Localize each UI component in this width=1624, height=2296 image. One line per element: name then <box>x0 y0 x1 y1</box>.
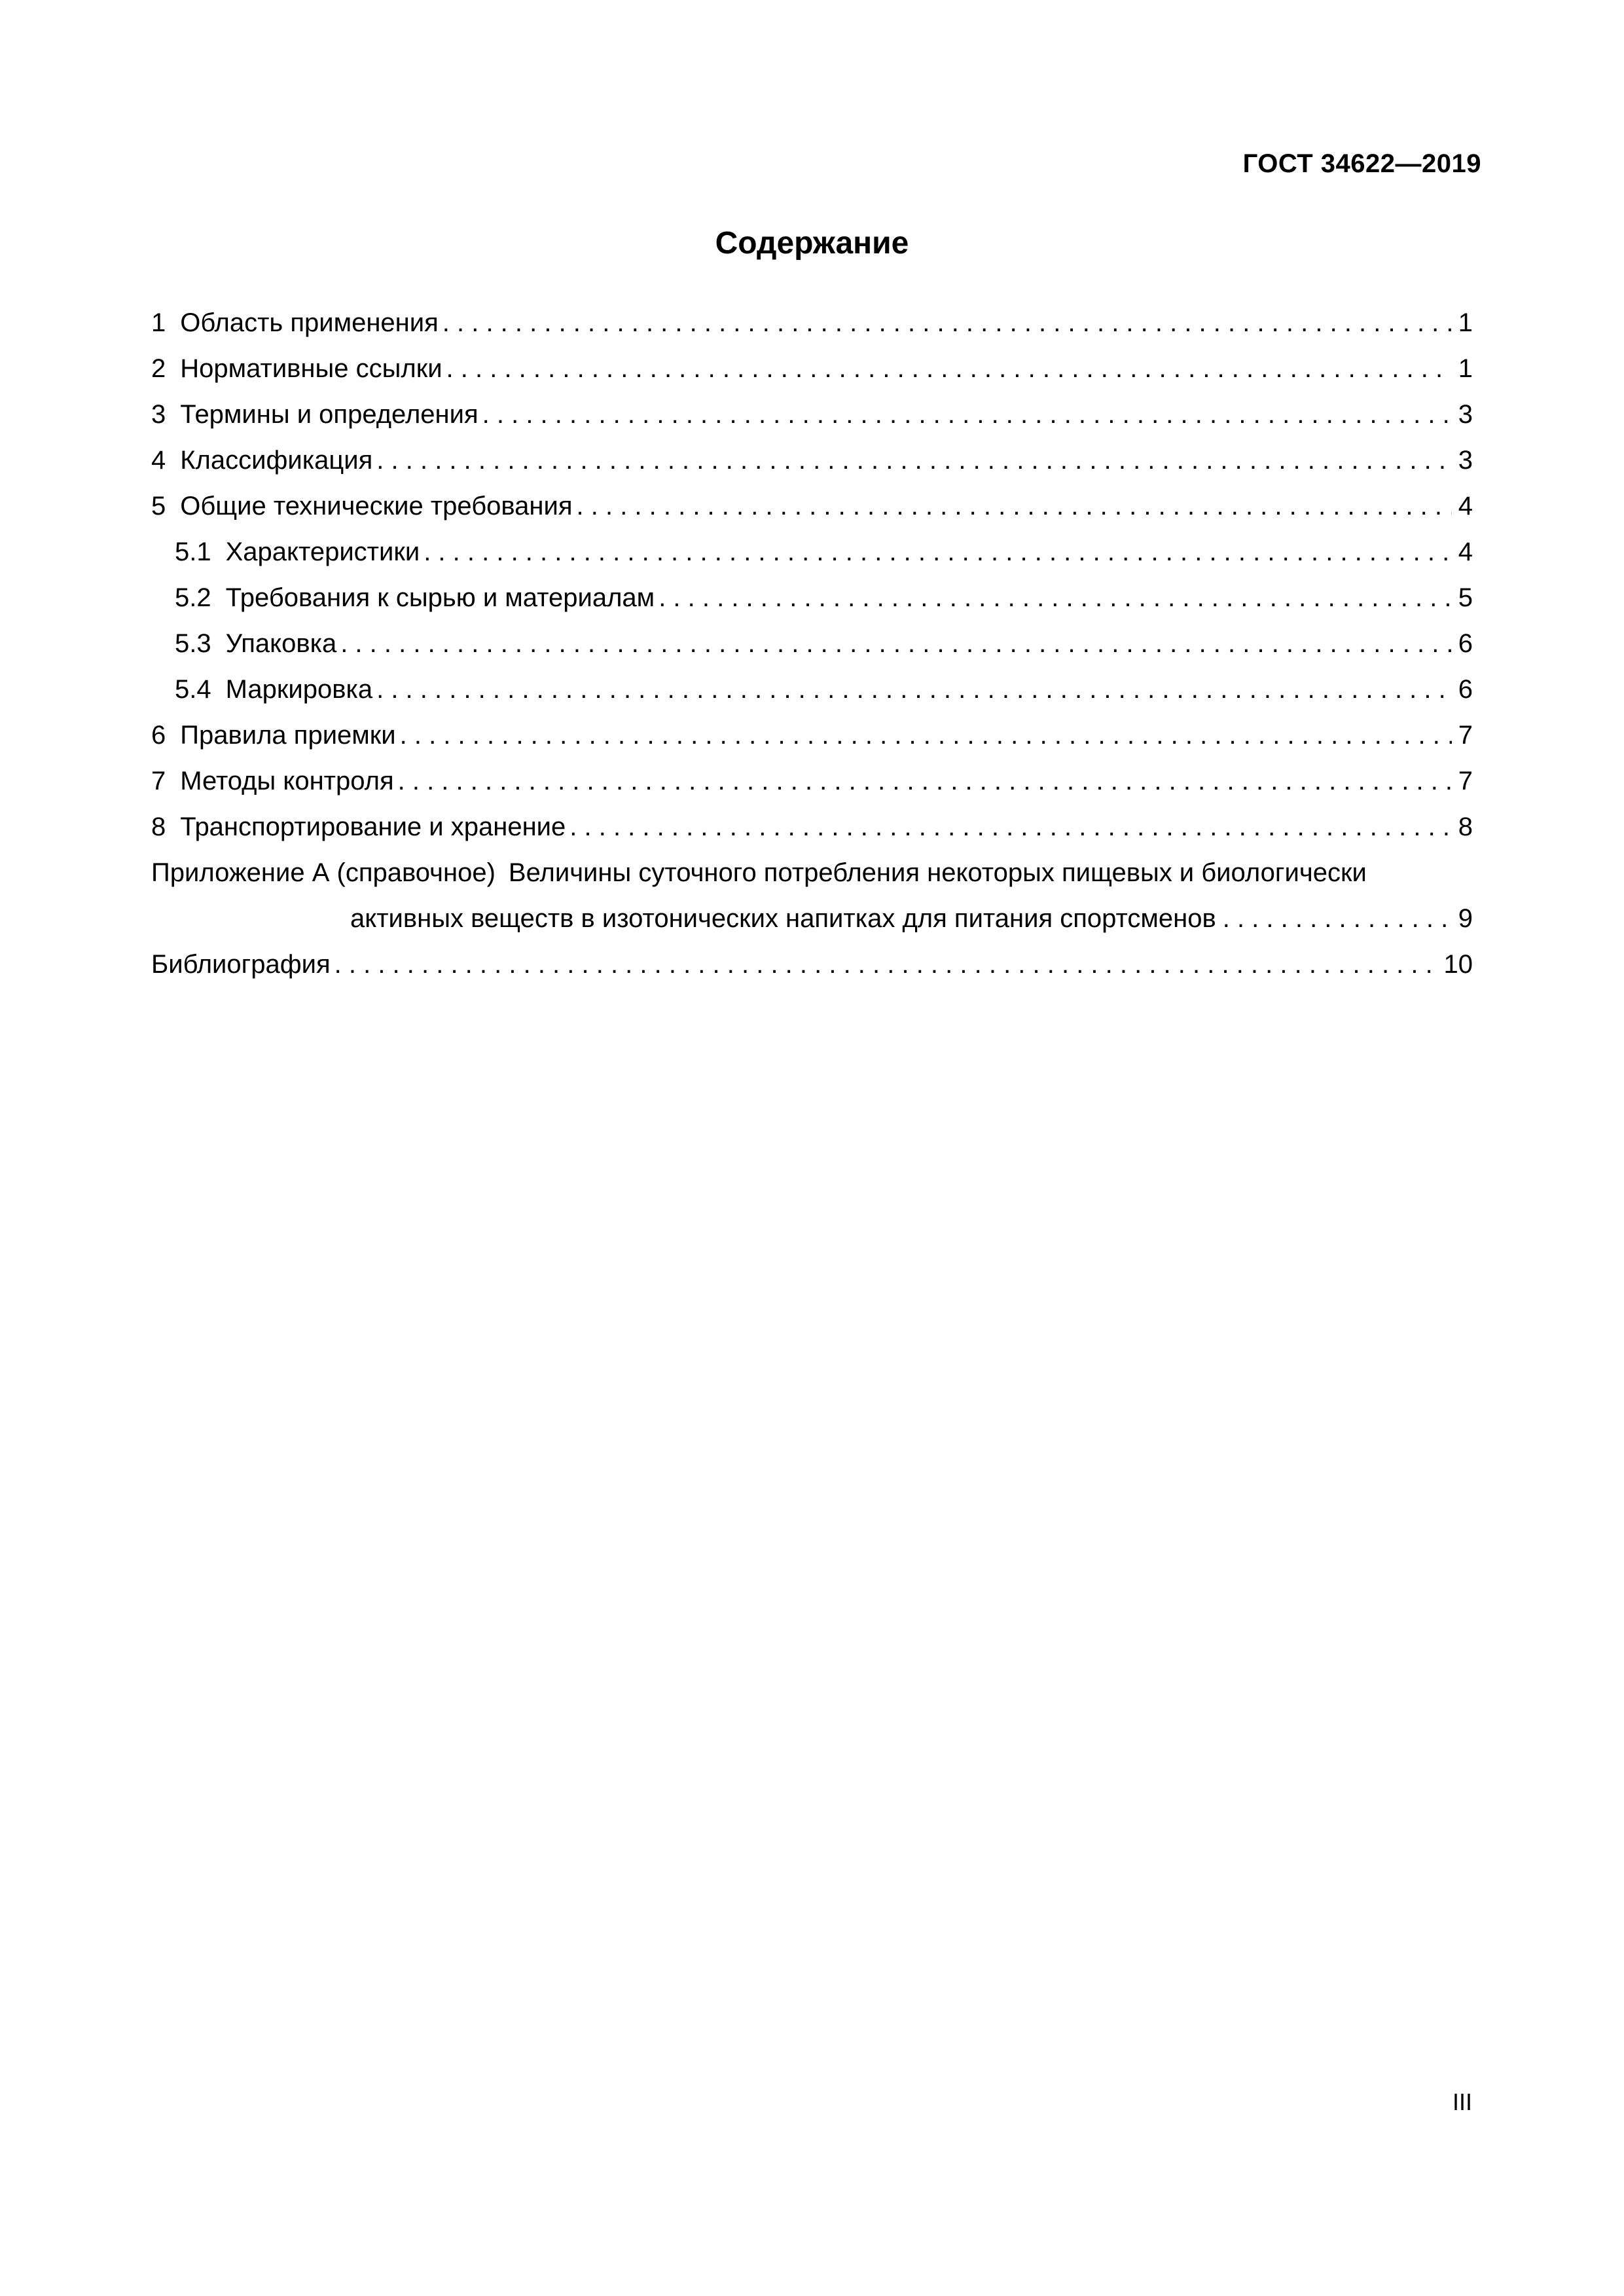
toc-entry-page: 3 <box>1458 400 1473 429</box>
toc-entry-page: 9 <box>1458 904 1473 933</box>
toc-dot-leader <box>569 804 1451 850</box>
toc-entry-title: Классификация <box>180 446 373 475</box>
toc-entry-title: Требования к сырью и материалам <box>225 583 655 612</box>
toc-entry-number: 4 <box>151 446 166 475</box>
toc-dot-leader <box>446 346 1452 392</box>
toc-entry-number: 5.3 <box>175 629 211 658</box>
toc-entry-5[interactable] <box>151 483 1473 529</box>
toc-entry-2[interactable] <box>151 346 1473 392</box>
appendix-first-line <box>151 850 1473 896</box>
toc-entry-5-1[interactable] <box>151 529 1473 575</box>
toc-dot-leader <box>659 575 1452 621</box>
toc-entry-page: 8 <box>1458 812 1473 841</box>
toc-entry-page: 10 <box>1443 950 1473 979</box>
toc-entry-title: Методы контроля <box>180 767 394 795</box>
appendix-second-line <box>151 896 1473 941</box>
document-standard-code: ГОСТ 34622—2019 <box>1242 149 1481 178</box>
toc-entry-title: Упаковка <box>225 629 337 658</box>
toc-entry-title: Область применения <box>180 308 439 337</box>
toc-entry-page: 6 <box>1458 629 1473 658</box>
toc-entry-1[interactable] <box>151 300 1473 346</box>
toc-entry-4[interactable] <box>151 437 1473 483</box>
toc-entry-title: Правила приемки <box>180 721 396 750</box>
toc-entry-page: 1 <box>1458 354 1473 383</box>
toc-dot-leader <box>577 483 1452 529</box>
toc-entry-5-4[interactable] <box>151 666 1473 712</box>
toc-entry-bibliography[interactable] <box>151 941 1473 987</box>
toc-dot-leader <box>398 758 1452 804</box>
toc-entry-number: 7 <box>151 767 166 795</box>
toc-entry-page: 5 <box>1458 583 1473 612</box>
toc-dot-leader <box>424 529 1452 575</box>
toc-entry-page: 3 <box>1458 446 1473 475</box>
toc-entry-page: 4 <box>1458 538 1473 566</box>
toc-entry-page: 6 <box>1458 675 1473 704</box>
toc-entry-number: 8 <box>151 812 166 841</box>
toc-entry-title: Библиография <box>151 950 331 979</box>
toc-entry-number: 5.4 <box>175 675 211 704</box>
toc-dot-leader <box>376 437 1451 483</box>
toc-dot-leader <box>376 666 1452 712</box>
toc-entry-5-3[interactable] <box>151 621 1473 666</box>
toc-entry-title: Маркировка <box>225 675 373 704</box>
toc-dot-leader <box>400 712 1452 758</box>
toc-entry-number: 5 <box>151 492 166 520</box>
toc-entry-number: 6 <box>151 721 166 750</box>
toc-dot-leader <box>442 300 1452 346</box>
toc-entry-appendix-a[interactable] <box>151 850 1473 941</box>
toc-entry-page: 7 <box>1458 767 1473 795</box>
toc-entry-7[interactable] <box>151 758 1473 804</box>
toc-entry-page: 7 <box>1458 721 1473 750</box>
toc-dot-leader <box>1223 896 1452 941</box>
toc-entry-page: 4 <box>1458 492 1473 520</box>
toc-entry-number: 1 <box>151 308 166 337</box>
toc-entry-title: Транспортирование и хранение <box>180 812 566 841</box>
toc-entry-number: 2 <box>151 354 166 383</box>
toc-entry-title: Характеристики <box>225 538 420 566</box>
toc-entry-8[interactable] <box>151 804 1473 850</box>
appendix-label: Приложение А (справочное) <box>151 858 496 887</box>
toc-entry-number: 5.1 <box>175 538 211 566</box>
appendix-title-line2: активных веществ в изотонических напитках для питания спортсменов <box>350 904 1216 933</box>
toc-entry-title: Общие технические требования <box>180 492 573 520</box>
toc-title: Содержание <box>715 226 909 261</box>
toc-entry-title: Нормативные ссылки <box>180 354 442 383</box>
toc-entry-3[interactable] <box>151 392 1473 437</box>
toc-entry-number: 5.2 <box>175 583 211 612</box>
table-of-contents <box>151 300 1473 987</box>
page-number: III <box>1452 2088 1472 2115</box>
toc-entry-page: 1 <box>1458 308 1473 337</box>
toc-entry-number: 3 <box>151 400 166 429</box>
toc-entry-5-2[interactable] <box>151 575 1473 621</box>
toc-dot-leader <box>482 392 1452 437</box>
appendix-title-line1: Величины суточного потребления некоторых пищевых и биологически <box>508 858 1367 887</box>
toc-dot-leader <box>334 941 1437 987</box>
toc-dot-leader <box>340 621 1452 666</box>
toc-entry-6[interactable] <box>151 712 1473 758</box>
toc-entry-title: Термины и определения <box>180 400 478 429</box>
